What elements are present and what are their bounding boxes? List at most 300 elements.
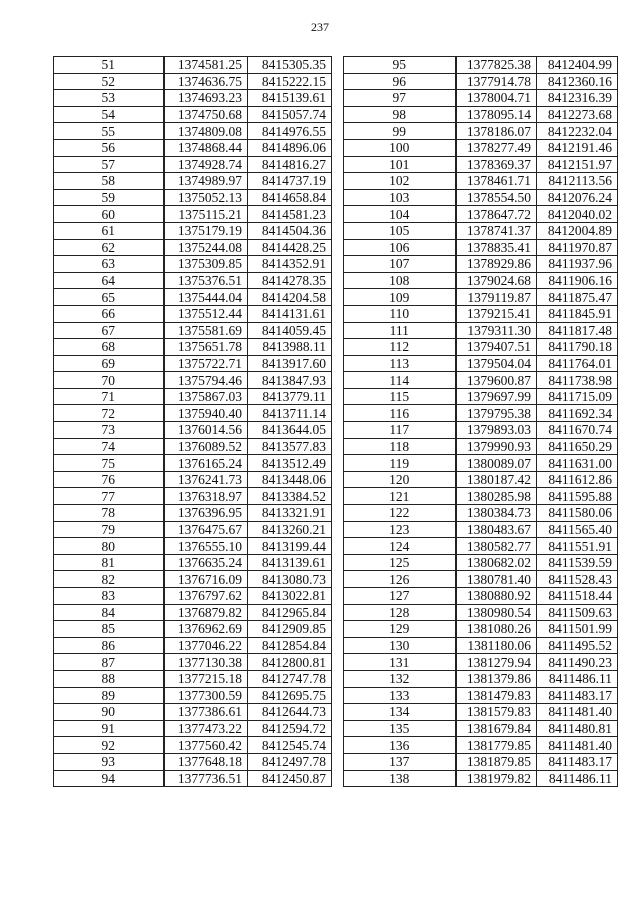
y-coordinate-cell: 8411528.43 (537, 571, 618, 588)
x-coordinate-cell: 1374750.68 (164, 106, 248, 123)
x-coordinate-cell: 1374868.44 (164, 139, 248, 156)
table-row (54, 339, 332, 356)
point-number-cell: 89 (54, 687, 164, 704)
x-coordinate-cell: 1381080.26 (456, 621, 537, 638)
x-coordinate-cell: 1378004.71 (456, 90, 537, 107)
point-number-cell: 81 (54, 554, 164, 571)
y-coordinate-cell: 8411481.40 (537, 704, 618, 721)
y-coordinate-cell: 8411595.88 (537, 488, 618, 505)
point-number-cell: 116 (344, 405, 456, 422)
x-coordinate-cell: 1377560.42 (164, 737, 248, 754)
table-row (344, 57, 618, 74)
table-row (54, 571, 332, 588)
point-number-cell: 105 (344, 222, 456, 239)
table-row (54, 90, 332, 107)
y-coordinate-cell: 8412113.56 (537, 173, 618, 190)
y-coordinate-cell: 8411692.34 (537, 405, 618, 422)
x-coordinate-cell: 1374636.75 (164, 73, 248, 90)
x-coordinate-cell: 1376318.97 (164, 488, 248, 505)
table-row (344, 571, 618, 588)
x-coordinate-cell: 1377648.18 (164, 753, 248, 770)
y-coordinate-cell: 8414896.06 (248, 139, 332, 156)
y-coordinate-cell: 8411565.40 (537, 521, 618, 538)
x-coordinate-cell: 1375581.69 (164, 322, 248, 339)
table-row (344, 156, 618, 173)
table-row (344, 770, 618, 787)
table-row (54, 222, 332, 239)
y-coordinate-cell: 8411551.91 (537, 538, 618, 555)
point-number-cell: 82 (54, 571, 164, 588)
point-number-cell: 123 (344, 521, 456, 538)
x-coordinate-cell: 1378369.37 (456, 156, 537, 173)
point-number-cell: 120 (344, 471, 456, 488)
table-row (54, 455, 332, 472)
table-row (54, 139, 332, 156)
y-coordinate-cell: 8411483.17 (537, 753, 618, 770)
y-coordinate-cell: 8411845.91 (537, 305, 618, 322)
y-coordinate-cell: 8415057.74 (248, 106, 332, 123)
x-coordinate-cell: 1375309.85 (164, 256, 248, 273)
table-row (344, 256, 618, 273)
y-coordinate-cell: 8411612.86 (537, 471, 618, 488)
point-number-cell: 66 (54, 305, 164, 322)
x-coordinate-cell: 1378741.37 (456, 222, 537, 239)
y-coordinate-cell: 8411790.18 (537, 339, 618, 356)
point-number-cell: 69 (54, 355, 164, 372)
y-coordinate-cell: 8413384.52 (248, 488, 332, 505)
x-coordinate-cell: 1378461.71 (456, 173, 537, 190)
table-row (54, 770, 332, 787)
table-row (54, 720, 332, 737)
y-coordinate-cell: 8412545.74 (248, 737, 332, 754)
table-row (54, 670, 332, 687)
point-number-cell: 96 (344, 73, 456, 90)
y-coordinate-cell: 8411650.29 (537, 438, 618, 455)
point-number-cell: 65 (54, 289, 164, 306)
y-coordinate-cell: 8412316.39 (537, 90, 618, 107)
table-row (54, 405, 332, 422)
point-number-cell: 67 (54, 322, 164, 339)
point-number-cell: 85 (54, 621, 164, 638)
table-row (344, 388, 618, 405)
point-number-cell: 55 (54, 123, 164, 140)
x-coordinate-cell: 1381779.85 (456, 737, 537, 754)
point-number-cell: 111 (344, 322, 456, 339)
point-number-cell: 108 (344, 272, 456, 289)
x-coordinate-cell: 1379795.38 (456, 405, 537, 422)
point-number-cell: 76 (54, 471, 164, 488)
point-number-cell: 109 (344, 289, 456, 306)
table-row (54, 355, 332, 372)
y-coordinate-cell: 8412273.68 (537, 106, 618, 123)
point-number-cell: 51 (54, 57, 164, 74)
y-coordinate-cell: 8413199.44 (248, 538, 332, 555)
y-coordinate-cell: 8413321.91 (248, 505, 332, 522)
table-row (344, 222, 618, 239)
y-coordinate-cell: 8414059.45 (248, 322, 332, 339)
table-row (344, 521, 618, 538)
table-row (54, 554, 332, 571)
table-row (344, 621, 618, 638)
x-coordinate-cell: 1376555.10 (164, 538, 248, 555)
x-coordinate-cell: 1380384.73 (456, 505, 537, 522)
point-number-cell: 135 (344, 720, 456, 737)
table-row (344, 438, 618, 455)
x-coordinate-cell: 1376014.56 (164, 422, 248, 439)
table-row (344, 322, 618, 339)
table-row (344, 372, 618, 389)
x-coordinate-cell: 1378929.86 (456, 256, 537, 273)
x-coordinate-cell: 1380682.02 (456, 554, 537, 571)
table-row (54, 654, 332, 671)
x-coordinate-cell: 1377046.22 (164, 637, 248, 654)
table-row (344, 670, 618, 687)
table-row (344, 355, 618, 372)
point-number-cell: 114 (344, 372, 456, 389)
table-row (54, 488, 332, 505)
x-coordinate-cell: 1379697.99 (456, 388, 537, 405)
y-coordinate-cell: 8411764.01 (537, 355, 618, 372)
table-row (344, 637, 618, 654)
x-coordinate-cell: 1375794.46 (164, 372, 248, 389)
x-coordinate-cell: 1375512.44 (164, 305, 248, 322)
x-coordinate-cell: 1375179.19 (164, 222, 248, 239)
point-number-cell: 107 (344, 256, 456, 273)
y-coordinate-cell: 8412644.73 (248, 704, 332, 721)
y-coordinate-cell: 8413512.49 (248, 455, 332, 472)
y-coordinate-cell: 8411539.59 (537, 554, 618, 571)
point-number-cell: 86 (54, 637, 164, 654)
point-number-cell: 64 (54, 272, 164, 289)
x-coordinate-cell: 1377130.38 (164, 654, 248, 671)
point-number-cell: 119 (344, 455, 456, 472)
y-coordinate-cell: 8411486.11 (537, 670, 618, 687)
x-coordinate-cell: 1377215.18 (164, 670, 248, 687)
table-row (344, 538, 618, 555)
point-number-cell: 115 (344, 388, 456, 405)
table-row (344, 505, 618, 522)
table-row (54, 106, 332, 123)
y-coordinate-cell: 8413080.73 (248, 571, 332, 588)
x-coordinate-cell: 1377914.78 (456, 73, 537, 90)
point-number-cell: 112 (344, 339, 456, 356)
table-row (344, 455, 618, 472)
x-coordinate-cell: 1381180.06 (456, 637, 537, 654)
y-coordinate-cell: 8413260.21 (248, 521, 332, 538)
point-number-cell: 92 (54, 737, 164, 754)
point-number-cell: 106 (344, 239, 456, 256)
x-coordinate-cell: 1377736.51 (164, 770, 248, 787)
y-coordinate-cell: 8415139.61 (248, 90, 332, 107)
table-row (344, 73, 618, 90)
table-row (344, 720, 618, 737)
point-number-cell: 78 (54, 505, 164, 522)
x-coordinate-cell: 1380089.07 (456, 455, 537, 472)
point-number-cell: 80 (54, 538, 164, 555)
table-row (54, 505, 332, 522)
table-row (54, 604, 332, 621)
table-row (54, 239, 332, 256)
point-number-cell: 83 (54, 588, 164, 605)
point-number-cell: 88 (54, 670, 164, 687)
point-number-cell: 98 (344, 106, 456, 123)
table-row (344, 139, 618, 156)
table-row (54, 256, 332, 273)
y-coordinate-cell: 8414504.36 (248, 222, 332, 239)
page-number: 237 (311, 20, 329, 34)
point-number-cell: 125 (344, 554, 456, 571)
x-coordinate-cell: 1377386.61 (164, 704, 248, 721)
x-coordinate-cell: 1376241.73 (164, 471, 248, 488)
y-coordinate-cell: 8412854.84 (248, 637, 332, 654)
x-coordinate-cell: 1381279.94 (456, 654, 537, 671)
table-row (344, 289, 618, 306)
point-number-cell: 52 (54, 73, 164, 90)
point-number-cell: 132 (344, 670, 456, 687)
x-coordinate-cell: 1379893.03 (456, 422, 537, 439)
point-number-cell: 79 (54, 521, 164, 538)
x-coordinate-cell: 1374809.08 (164, 123, 248, 140)
y-coordinate-cell: 8413917.60 (248, 355, 332, 372)
y-coordinate-cell: 8412695.75 (248, 687, 332, 704)
y-coordinate-cell: 8412909.85 (248, 621, 332, 638)
x-coordinate-cell: 1375722.71 (164, 355, 248, 372)
y-coordinate-cell: 8412497.78 (248, 753, 332, 770)
table-row (344, 339, 618, 356)
x-coordinate-cell: 1381679.84 (456, 720, 537, 737)
x-coordinate-cell: 1379504.04 (456, 355, 537, 372)
point-number-cell: 94 (54, 770, 164, 787)
table-row (344, 189, 618, 206)
y-coordinate-cell: 8411490.23 (537, 654, 618, 671)
point-number-cell: 77 (54, 488, 164, 505)
x-coordinate-cell: 1381379.86 (456, 670, 537, 687)
point-number-cell: 134 (344, 704, 456, 721)
table-row (54, 388, 332, 405)
x-coordinate-cell: 1378095.14 (456, 106, 537, 123)
table-row (344, 488, 618, 505)
y-coordinate-cell: 8412450.87 (248, 770, 332, 787)
table-row (344, 471, 618, 488)
point-number-cell: 87 (54, 654, 164, 671)
y-coordinate-cell: 8412800.81 (248, 654, 332, 671)
point-number-cell: 113 (344, 355, 456, 372)
table-row (344, 206, 618, 223)
x-coordinate-cell: 1381979.82 (456, 770, 537, 787)
y-coordinate-cell: 8412594.72 (248, 720, 332, 737)
point-number-cell: 95 (344, 57, 456, 74)
table-row (344, 239, 618, 256)
x-coordinate-cell: 1376962.69 (164, 621, 248, 638)
y-coordinate-cell: 8411631.00 (537, 455, 618, 472)
x-coordinate-cell: 1378186.07 (456, 123, 537, 140)
table-row (344, 90, 618, 107)
table-row (54, 206, 332, 223)
point-number-cell: 68 (54, 339, 164, 356)
coordinates-table-right (343, 56, 618, 787)
x-coordinate-cell: 1376716.09 (164, 571, 248, 588)
table-row (54, 322, 332, 339)
x-coordinate-cell: 1378835.41 (456, 239, 537, 256)
point-number-cell: 71 (54, 388, 164, 405)
y-coordinate-cell: 8413448.06 (248, 471, 332, 488)
y-coordinate-cell: 8411495.52 (537, 637, 618, 654)
x-coordinate-cell: 1375376.51 (164, 272, 248, 289)
y-coordinate-cell: 8411738.98 (537, 372, 618, 389)
point-number-cell: 126 (344, 571, 456, 588)
table-row (54, 737, 332, 754)
table-row (344, 305, 618, 322)
x-coordinate-cell: 1380285.98 (456, 488, 537, 505)
table-row (54, 57, 332, 74)
table-row (344, 753, 618, 770)
y-coordinate-cell: 8415305.35 (248, 57, 332, 74)
y-coordinate-cell: 8412151.97 (537, 156, 618, 173)
y-coordinate-cell: 8414737.19 (248, 173, 332, 190)
table-row (344, 588, 618, 605)
y-coordinate-cell: 8413847.93 (248, 372, 332, 389)
y-coordinate-cell: 8412360.16 (537, 73, 618, 90)
x-coordinate-cell: 1381579.83 (456, 704, 537, 721)
table-row (344, 704, 618, 721)
table-row (54, 305, 332, 322)
point-number-cell: 91 (54, 720, 164, 737)
point-number-cell: 104 (344, 206, 456, 223)
point-number-cell: 93 (54, 753, 164, 770)
x-coordinate-cell: 1377300.59 (164, 687, 248, 704)
table-row (344, 737, 618, 754)
x-coordinate-cell: 1376475.67 (164, 521, 248, 538)
point-number-cell: 74 (54, 438, 164, 455)
y-coordinate-cell: 8412191.46 (537, 139, 618, 156)
point-number-cell: 117 (344, 422, 456, 439)
point-number-cell: 100 (344, 139, 456, 156)
x-coordinate-cell: 1380781.40 (456, 571, 537, 588)
table-row (344, 554, 618, 571)
y-coordinate-cell: 8411937.96 (537, 256, 618, 273)
x-coordinate-cell: 1380187.42 (456, 471, 537, 488)
table-row (54, 588, 332, 605)
table-row (344, 687, 618, 704)
point-number-cell: 72 (54, 405, 164, 422)
x-coordinate-cell: 1381879.85 (456, 753, 537, 770)
x-coordinate-cell: 1377473.22 (164, 720, 248, 737)
table-row (344, 405, 618, 422)
x-coordinate-cell: 1374693.23 (164, 90, 248, 107)
point-number-cell: 136 (344, 737, 456, 754)
point-number-cell: 102 (344, 173, 456, 190)
y-coordinate-cell: 8414976.55 (248, 123, 332, 140)
table-row (344, 272, 618, 289)
table-row (54, 156, 332, 173)
point-number-cell: 122 (344, 505, 456, 522)
point-number-cell: 128 (344, 604, 456, 621)
x-coordinate-cell: 1380582.77 (456, 538, 537, 555)
table-row (54, 422, 332, 439)
x-coordinate-cell: 1378647.72 (456, 206, 537, 223)
y-coordinate-cell: 8411906.16 (537, 272, 618, 289)
x-coordinate-cell: 1374928.74 (164, 156, 248, 173)
y-coordinate-cell: 8411480.81 (537, 720, 618, 737)
point-number-cell: 138 (344, 770, 456, 787)
table-row (54, 123, 332, 140)
point-number-cell: 59 (54, 189, 164, 206)
x-coordinate-cell: 1376089.52 (164, 438, 248, 455)
table-row (54, 538, 332, 555)
point-number-cell: 121 (344, 488, 456, 505)
x-coordinate-cell: 1378554.50 (456, 189, 537, 206)
point-number-cell: 90 (54, 704, 164, 721)
x-coordinate-cell: 1375244.08 (164, 239, 248, 256)
point-number-cell: 73 (54, 422, 164, 439)
table-row (54, 73, 332, 90)
point-number-cell: 60 (54, 206, 164, 223)
point-number-cell: 103 (344, 189, 456, 206)
x-coordinate-cell: 1379990.93 (456, 438, 537, 455)
point-number-cell: 70 (54, 372, 164, 389)
point-number-cell: 130 (344, 637, 456, 654)
y-coordinate-cell: 8413577.83 (248, 438, 332, 455)
point-number-cell: 129 (344, 621, 456, 638)
x-coordinate-cell: 1380880.92 (456, 588, 537, 605)
table-row (54, 289, 332, 306)
x-coordinate-cell: 1376165.24 (164, 455, 248, 472)
x-coordinate-cell: 1376396.95 (164, 505, 248, 522)
table-row (344, 106, 618, 123)
point-number-cell: 63 (54, 256, 164, 273)
point-number-cell: 97 (344, 90, 456, 107)
table-row (54, 637, 332, 654)
point-number-cell: 99 (344, 123, 456, 140)
point-number-cell: 101 (344, 156, 456, 173)
table-row (344, 173, 618, 190)
y-coordinate-cell: 8411501.99 (537, 621, 618, 638)
y-coordinate-cell: 8413022.81 (248, 588, 332, 605)
table-row (54, 189, 332, 206)
y-coordinate-cell: 8413644.05 (248, 422, 332, 439)
x-coordinate-cell: 1379600.87 (456, 372, 537, 389)
y-coordinate-cell: 8411580.06 (537, 505, 618, 522)
x-coordinate-cell: 1377825.38 (456, 57, 537, 74)
x-coordinate-cell: 1376797.62 (164, 588, 248, 605)
y-coordinate-cell: 8413711.14 (248, 405, 332, 422)
x-coordinate-cell: 1381479.83 (456, 687, 537, 704)
y-coordinate-cell: 8414131.61 (248, 305, 332, 322)
table-row (54, 621, 332, 638)
y-coordinate-cell: 8411483.17 (537, 687, 618, 704)
y-coordinate-cell: 8412004.89 (537, 222, 618, 239)
x-coordinate-cell: 1380483.67 (456, 521, 537, 538)
y-coordinate-cell: 8413779.11 (248, 388, 332, 405)
table-row (54, 753, 332, 770)
point-number-cell: 62 (54, 239, 164, 256)
y-coordinate-cell: 8414352.91 (248, 256, 332, 273)
y-coordinate-cell: 8415222.15 (248, 73, 332, 90)
point-number-cell: 124 (344, 538, 456, 555)
x-coordinate-cell: 1374581.25 (164, 57, 248, 74)
y-coordinate-cell: 8411715.09 (537, 388, 618, 405)
x-coordinate-cell: 1379311.30 (456, 322, 537, 339)
table-row (54, 438, 332, 455)
table-row (54, 704, 332, 721)
point-number-cell: 75 (54, 455, 164, 472)
y-coordinate-cell: 8411970.87 (537, 239, 618, 256)
x-coordinate-cell: 1380980.54 (456, 604, 537, 621)
table-row (344, 422, 618, 439)
y-coordinate-cell: 8414204.58 (248, 289, 332, 306)
point-number-cell: 110 (344, 305, 456, 322)
point-number-cell: 84 (54, 604, 164, 621)
